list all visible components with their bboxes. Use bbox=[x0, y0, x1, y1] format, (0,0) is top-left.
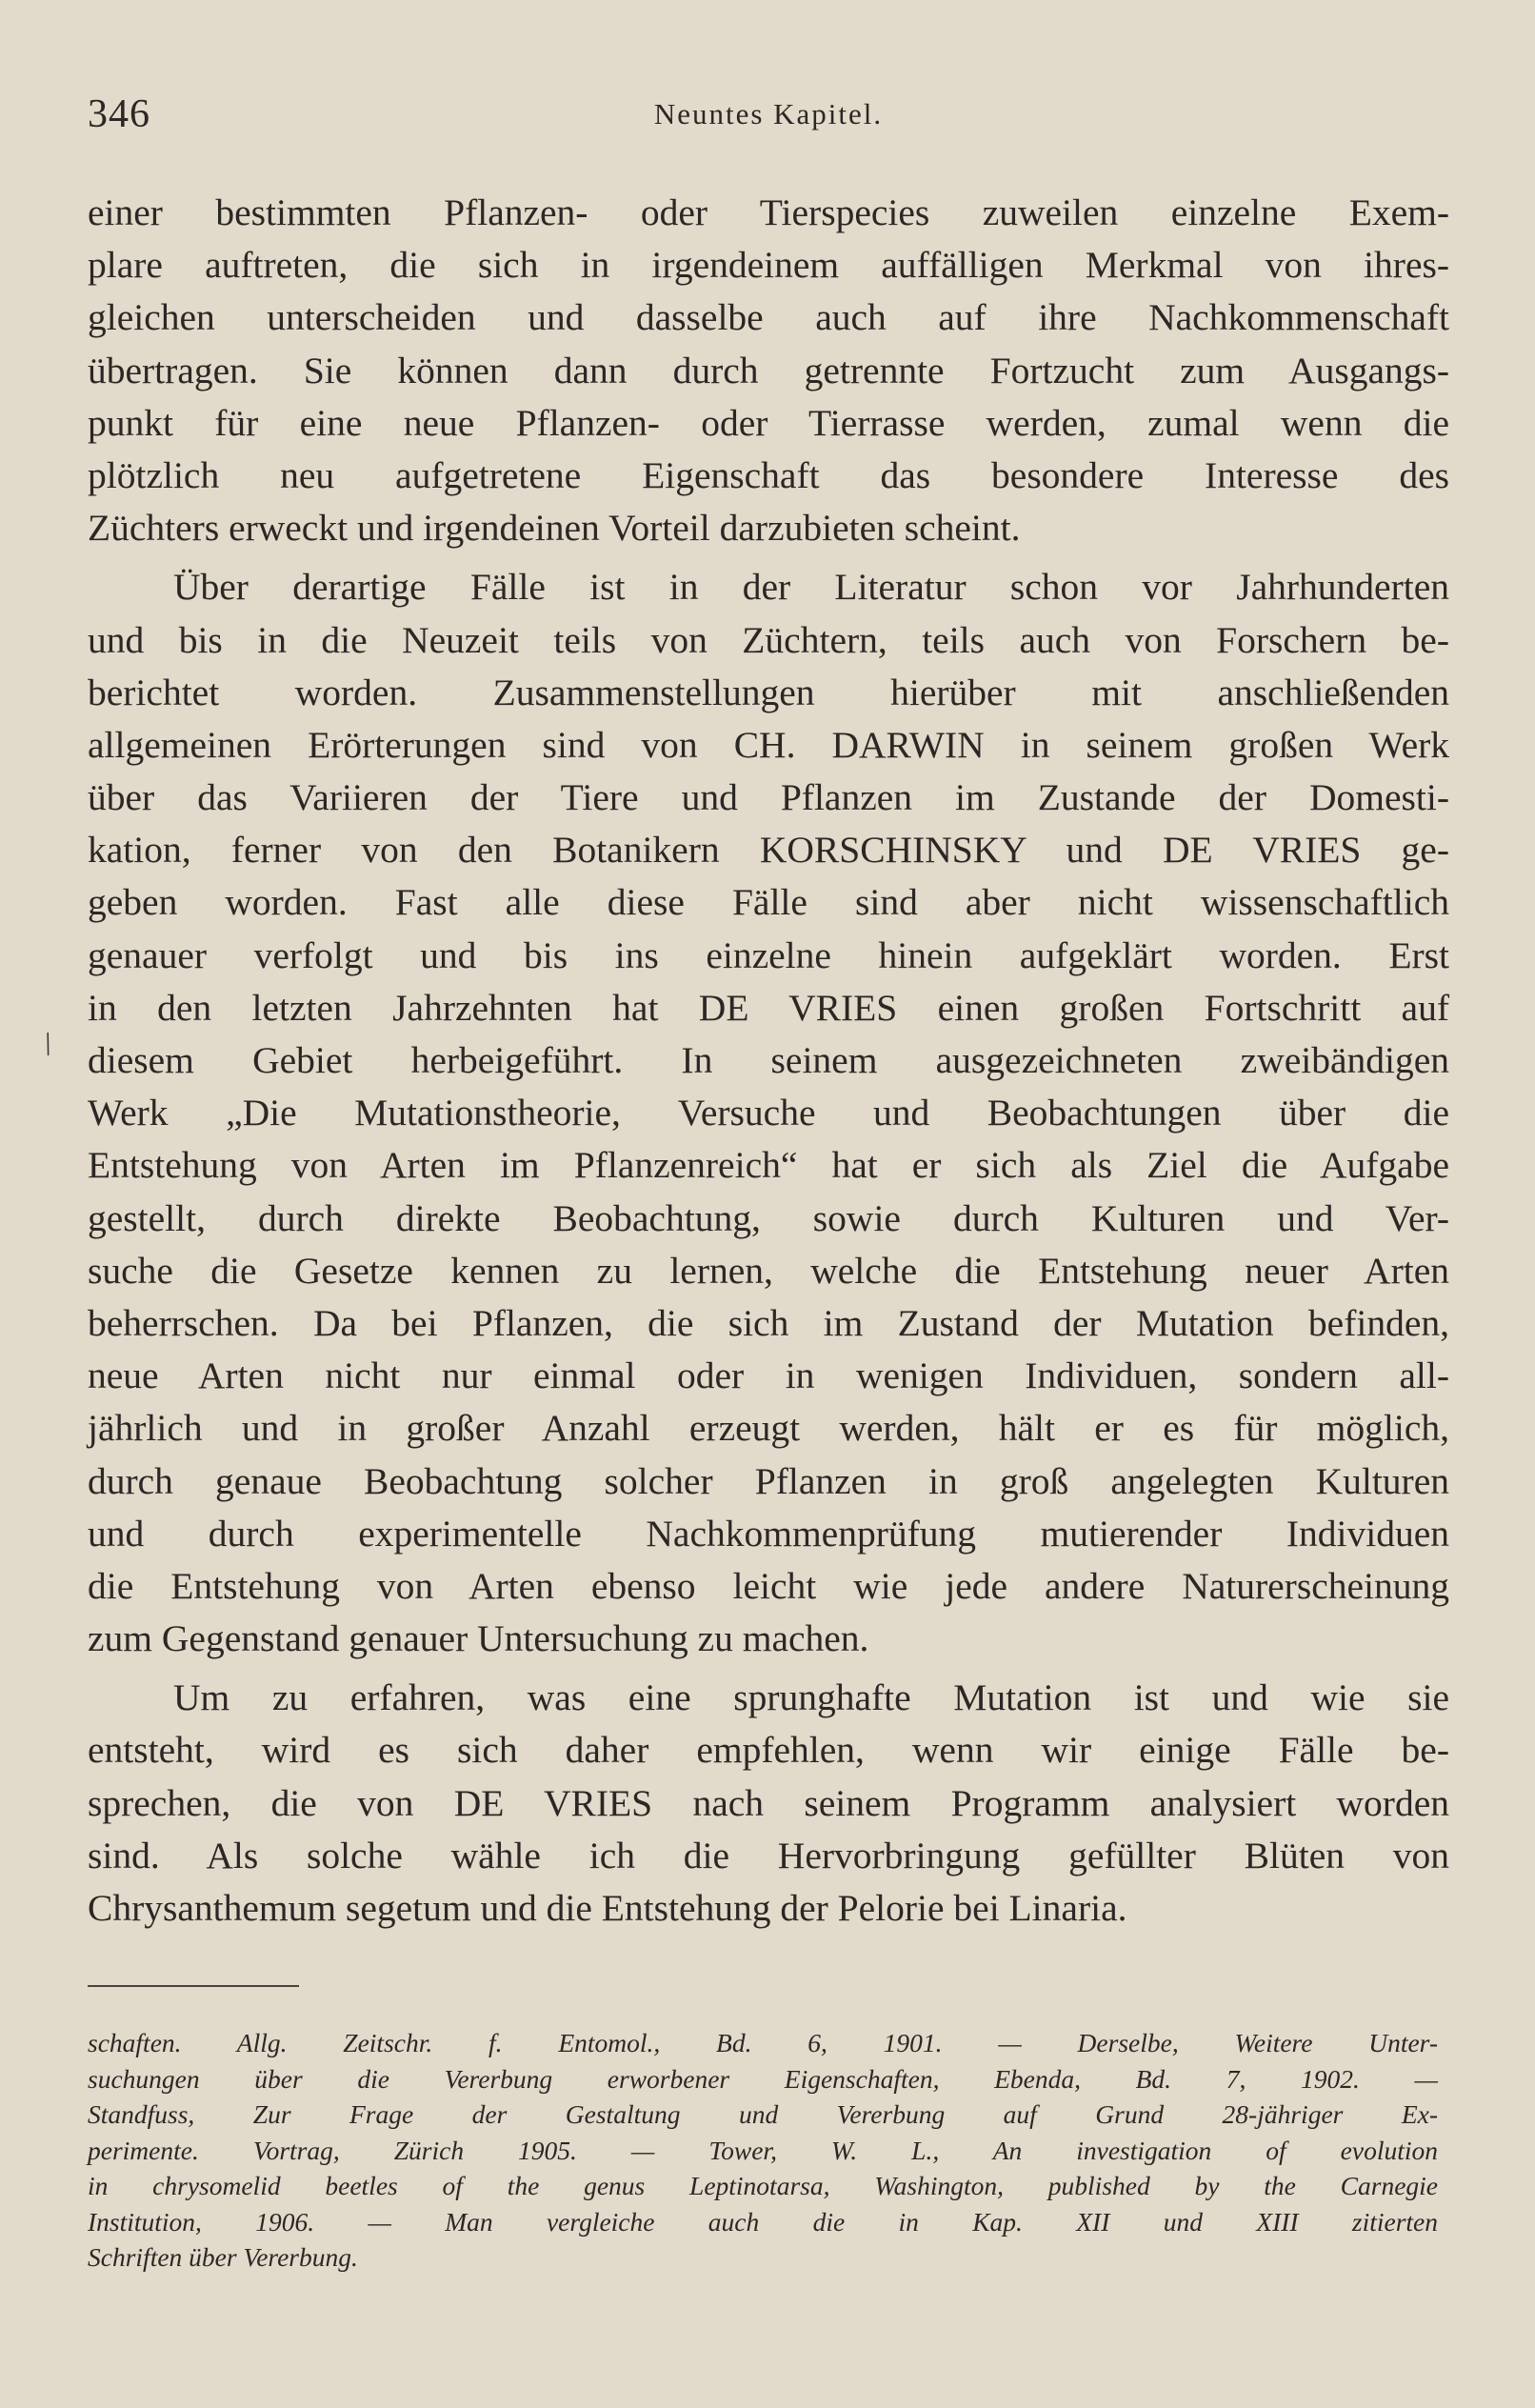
text-line: sind. Als solche wähle ich die Hervorbringung gefüllter Blüten von bbox=[88, 1834, 1449, 1876]
footnotes bbox=[88, 2025, 1438, 2276]
footnote-line: perimente. Vortrag, Zürich 1905. — Tower, W. L., An investigation of evolution bbox=[88, 2135, 1438, 2165]
text-line: geben worden. Fast alle diese Fälle sind aber nicht wissenschaftlich bbox=[88, 881, 1449, 924]
text-line: über das Variieren der Tiere und Pflanzen im Zustande der Domesti- bbox=[88, 776, 1449, 819]
footnote-line: suchungen über die Vererbung erworbener Eigenschaften, Ebenda, Bd. 7, 1902. — bbox=[88, 2063, 1438, 2094]
paragraph-3 bbox=[88, 1672, 1449, 1935]
text-line: diesem Gebiet herbeigeführt. In seinem ausgezeichneten zweibändigen bbox=[88, 1039, 1449, 1081]
paragraph-1 bbox=[88, 187, 1449, 554]
footnote-divider bbox=[88, 1985, 299, 1987]
footnote-line: schaften. Allg. Zeitschr. f. Entomol., Bd. 6, 1901. — Derselbe, Weitere Unter- bbox=[88, 2028, 1438, 2057]
text-line: plare auftreten, die sich in irgendeinem auffälligen Merkmal von ihres- bbox=[88, 244, 1449, 287]
text-line: Werk „Die Mutationstheorie, Versuche und Beobachtungen über die bbox=[88, 1092, 1449, 1134]
margin-pencil-mark: / bbox=[37, 1026, 59, 1063]
page-number: 346 bbox=[88, 92, 150, 136]
running-title: Neuntes Kapitel. bbox=[653, 97, 884, 130]
text-line: neue Arten nicht nur einmal oder in wenigen Individuen, sondern all- bbox=[88, 1354, 1449, 1397]
text-line: zum Gegenstand genauer Untersuchung zu machen. bbox=[88, 1617, 869, 1660]
text-line: die Entstehung von Arten ebenso leicht wie jede andere Naturerscheinung bbox=[88, 1564, 1449, 1607]
text-line: gestellt, durch direkte Beobachtung, sowie durch Kulturen und Ver- bbox=[88, 1196, 1449, 1239]
text-line: Chrysanthemum segetum und die Entstehung der Pelorie bei Linaria. bbox=[88, 1887, 1127, 1929]
text-line: plötzlich neu aufgetretene Eigenschaft das besondere Interesse des bbox=[88, 453, 1449, 496]
footnote-line: Schriften über Vererbung. bbox=[88, 2242, 358, 2272]
text-line: einer bestimmten Pflanzen- oder Tierspecies zuweilen einzelne Exem- bbox=[88, 191, 1449, 233]
footnote-line: Standfuss, Zur Frage der Gestaltung und Vererbung auf Grund 28-jähriger Ex- bbox=[88, 2099, 1438, 2129]
text-line: in den letzten Jahrzehnten hat DE VRIES einen großen Fortschritt auf bbox=[88, 986, 1449, 1029]
text-line: punkt für eine neue Pflanzen- oder Tierrasse werden, zumal wenn die bbox=[88, 401, 1449, 444]
text-line: gleichen unterscheiden und dasselbe auch auf ihre Nachkommenschaft bbox=[88, 296, 1449, 339]
text-line: beherrschen. Da bei Pflanzen, die sich im Zustand der Mutation befinden, bbox=[88, 1301, 1449, 1344]
text-line: und durch experimentelle Nachkommenprüfung mutierender Individuen bbox=[88, 1512, 1449, 1555]
text-line: jährlich und in großer Anzahl erzeugt werden, hält er es für möglich, bbox=[88, 1407, 1449, 1450]
text-line: übertragen. Sie können dann durch getrennte Fortzucht zum Ausgangs- bbox=[88, 349, 1449, 391]
text-line: und bis in die Neuzeit teils von Züchtern, teils auch von Forschern be- bbox=[88, 618, 1449, 661]
text-line: Entstehung von Arten im Pflanzenreich“ hat er sich als Ziel die Aufgabe bbox=[88, 1144, 1449, 1187]
text-line: entsteht, wird es sich daher empfehlen, wenn wir einige Fälle be- bbox=[88, 1729, 1449, 1772]
footnote-line: in chrysomelid beetles of the genus Leptinotarsa, Washington, published by the Carnegie bbox=[88, 2171, 1438, 2200]
text-line: Züchters erweckt und irgendeinen Vorteil darzubieten scheint. bbox=[88, 507, 1021, 550]
text-line: Um zu erfahren, was eine sprunghafte Mutation ist und wie sie bbox=[173, 1676, 1449, 1719]
body-text bbox=[88, 187, 1449, 1941]
text-line: genauer verfolgt und bis ins einzelne hinein aufgeklärt worden. Erst bbox=[88, 933, 1449, 976]
footnote-line: Institution, 1906. — Man vergleiche auch die in Kap. XII und XIII zitierten bbox=[88, 2206, 1438, 2237]
text-line: durch genaue Beobachtung solcher Pflanzen in groß angelegten Kulturen bbox=[88, 1459, 1449, 1502]
text-line: berichtet worden. Zusammenstellungen hierüber mit anschließenden bbox=[88, 671, 1449, 713]
text-line: suche die Gesetze kennen zu lernen, welche die Entstehung neuer Arten bbox=[88, 1249, 1449, 1292]
text-line: kation, ferner von den Botanikern KORSCHINSKY und DE VRIES ge- bbox=[88, 829, 1449, 872]
paragraph-2 bbox=[88, 561, 1449, 1665]
text-line: Über derartige Fälle ist in der Literatur schon vor Jahrhunderten bbox=[173, 566, 1449, 609]
page-header bbox=[88, 91, 1449, 149]
text-line: allgemeinen Erörterungen sind von CH. DARWIN in seinem großen Werk bbox=[88, 723, 1449, 766]
text-line: sprechen, die von DE VRIES nach seinem Programm analysiert worden bbox=[88, 1781, 1449, 1824]
